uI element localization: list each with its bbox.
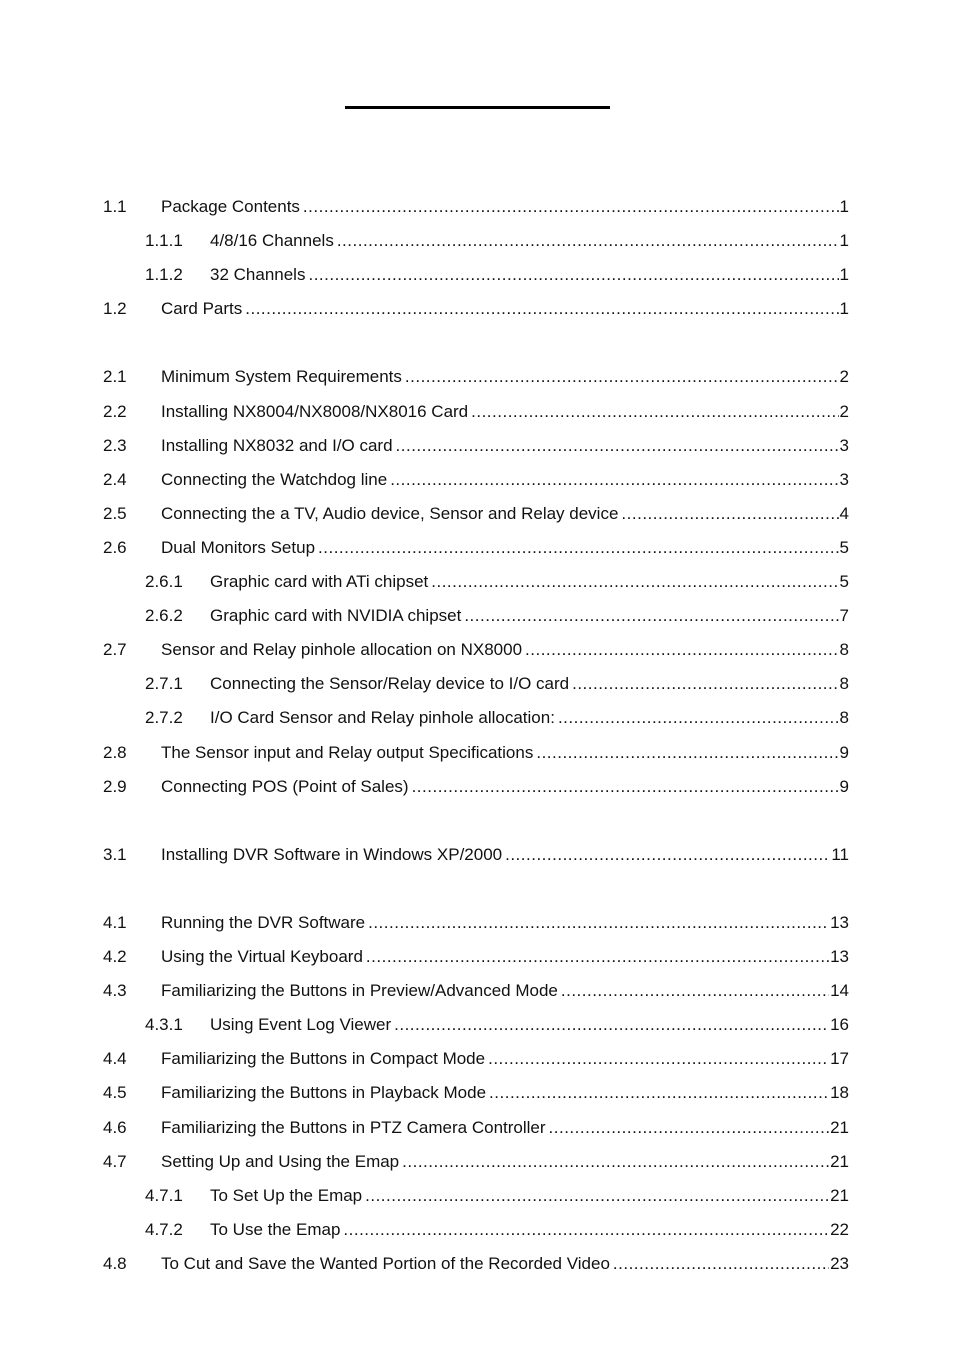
dot-leader bbox=[572, 667, 838, 701]
toc-entry-page-number: 21 bbox=[830, 1185, 849, 1205]
toc-entry-title: Package Contents bbox=[161, 197, 300, 216]
toc-entry-line bbox=[161, 1076, 849, 1110]
toc-entry-page-number: 7 bbox=[839, 606, 849, 626]
dot-leader bbox=[365, 1179, 829, 1213]
toc-entry[interactable] bbox=[0, 633, 954, 667]
dot-leader bbox=[390, 463, 838, 497]
dot-leader bbox=[366, 940, 829, 974]
toc-entry-title: Connecting the Watchdog line bbox=[161, 469, 388, 489]
toc-entry-page-number: 3 bbox=[839, 435, 849, 455]
dot-leader bbox=[343, 1213, 829, 1247]
toc-entry[interactable] bbox=[0, 1076, 954, 1110]
dot-leader bbox=[621, 497, 838, 531]
toc-entry-number: 2.4 bbox=[103, 469, 127, 489]
toc-entry-title: Familiarizing the Buttons in Playback Mode bbox=[161, 1083, 487, 1103]
toc-entry-page-number: 22 bbox=[830, 1219, 849, 1239]
toc-entry-title: The Sensor input and Relay output Specifications bbox=[161, 742, 534, 762]
toc-entry-line bbox=[161, 633, 849, 667]
dot-leader bbox=[303, 190, 839, 224]
dot-leader bbox=[308, 258, 838, 292]
toc-entry-title: Connecting POS (Point of Sales) bbox=[161, 776, 409, 796]
toc-entry-title: Sensor and Relay pinhole allocation on NX8000 bbox=[161, 640, 523, 660]
toc-entry-title: Installing NX8004/NX8008/NX8016 Card bbox=[161, 401, 469, 421]
dot-leader bbox=[405, 360, 839, 394]
dot-leader bbox=[464, 599, 838, 633]
toc-entry-number: 2.1 bbox=[103, 367, 127, 387]
toc-entry[interactable] bbox=[0, 1145, 954, 1179]
toc-entry-title: Minimum System Requirements bbox=[161, 367, 402, 387]
dot-leader bbox=[488, 1042, 829, 1076]
toc-entry-number: 2.5 bbox=[103, 503, 127, 523]
toc-entry-page-number: 8 bbox=[839, 640, 849, 660]
toc-entry-number: 4.5 bbox=[103, 1083, 127, 1103]
section-gap bbox=[0, 326, 954, 360]
toc-entry-number: 4.7 bbox=[103, 1151, 127, 1171]
toc-entry-page-number: 8 bbox=[839, 674, 849, 694]
toc-entry[interactable] bbox=[0, 531, 954, 565]
toc-entry-number: 4.1 bbox=[103, 912, 127, 932]
toc-entry-title: Graphic card with NVIDIA chipset bbox=[210, 606, 462, 626]
toc-subentry[interactable] bbox=[0, 1179, 954, 1213]
toc-subentry[interactable] bbox=[0, 1213, 954, 1247]
toc-entry[interactable] bbox=[0, 906, 954, 940]
toc-entry-page-number: 2 bbox=[839, 367, 849, 387]
toc-entry-line bbox=[161, 906, 849, 940]
toc-entry-line bbox=[161, 463, 849, 497]
toc-entry-page-number: 1 bbox=[839, 197, 849, 216]
toc-entry[interactable] bbox=[0, 838, 954, 872]
toc-entry-title: To Cut and Save the Wanted Portion of the Recorded Video bbox=[161, 1253, 610, 1273]
toc-entry-line bbox=[161, 1247, 849, 1281]
toc-entry-page-number: 18 bbox=[830, 1083, 849, 1103]
toc-entry-number: 2.6.2 bbox=[145, 606, 183, 626]
toc-entry-line bbox=[161, 770, 849, 804]
dot-leader bbox=[402, 1145, 829, 1179]
toc-entry-title: Familiarizing the Buttons in PTZ Camera Controller bbox=[161, 1117, 546, 1137]
toc-entry-line bbox=[161, 838, 849, 872]
toc-entry-number: 4.6 bbox=[103, 1117, 127, 1137]
toc-entry-page-number: 11 bbox=[831, 844, 849, 864]
toc-entry-number: 2.3 bbox=[103, 435, 127, 455]
toc-entry-page-number: 14 bbox=[830, 981, 849, 1001]
dot-leader bbox=[337, 224, 839, 258]
toc-entry-line bbox=[161, 736, 849, 770]
toc-entry[interactable] bbox=[0, 463, 954, 497]
toc-entry-line bbox=[161, 531, 849, 565]
toc-entry-number: 4.2 bbox=[103, 947, 127, 967]
toc-entry[interactable] bbox=[0, 429, 954, 463]
dot-leader bbox=[536, 736, 838, 770]
toc-entry-page-number: 16 bbox=[830, 1015, 849, 1035]
toc-entry-title: 4/8/16 Channels bbox=[210, 231, 334, 251]
dot-leader bbox=[368, 906, 829, 940]
toc-entry-page-number: 1 bbox=[839, 299, 849, 319]
table-of-contents bbox=[0, 190, 954, 1281]
toc-entry-page-number: 21 bbox=[830, 1151, 849, 1171]
toc-entry-title: Installing NX8032 and I/O card bbox=[161, 435, 393, 455]
toc-entry-number: 2.9 bbox=[103, 776, 127, 796]
toc-entry-line bbox=[161, 1042, 849, 1076]
toc-entry-number: 2.7.1 bbox=[145, 674, 183, 694]
toc-entry-line bbox=[210, 1213, 849, 1247]
section-gap bbox=[0, 804, 954, 838]
toc-entry-page-number: 9 bbox=[839, 776, 849, 796]
toc-subentry[interactable] bbox=[0, 667, 954, 701]
toc-entry-line bbox=[210, 565, 849, 599]
toc-entry-number: 2.7.2 bbox=[145, 708, 183, 728]
toc-entry-title: To Use the Emap bbox=[210, 1219, 341, 1239]
toc-entry-number: 1.1.2 bbox=[145, 265, 183, 285]
toc-entry-page-number: 2 bbox=[839, 401, 849, 421]
toc-entry-title: Setting Up and Using the Emap bbox=[161, 1151, 400, 1171]
toc-entry-title: Using the Virtual Keyboard bbox=[161, 947, 363, 967]
toc-entry-line bbox=[210, 1179, 849, 1213]
toc-entry-line bbox=[161, 1145, 849, 1179]
toc-entry-page-number: 1 bbox=[839, 265, 849, 285]
toc-entry-title: Dual Monitors Setup bbox=[161, 537, 316, 557]
toc-entry-number: 3.1 bbox=[103, 844, 127, 864]
toc-entry-line bbox=[161, 190, 849, 224]
toc-entry-page-number: 5 bbox=[839, 537, 849, 557]
toc-entry-line bbox=[210, 224, 849, 258]
toc-entry-page-number: 4 bbox=[839, 503, 849, 523]
toc-entry-title: Connecting the Sensor/Relay device to I/O card bbox=[210, 674, 570, 694]
toc-entry-number: 1.1.1 bbox=[145, 231, 183, 251]
toc-entry-line bbox=[210, 701, 849, 735]
dot-leader bbox=[412, 770, 839, 804]
toc-entry-line bbox=[210, 1008, 849, 1042]
toc-entry[interactable] bbox=[0, 360, 954, 394]
toc-entry-page-number: 23 bbox=[830, 1253, 849, 1273]
toc-entry-number: 2.6.1 bbox=[145, 572, 183, 592]
dot-leader bbox=[489, 1076, 829, 1110]
toc-entry-title: To Set Up the Emap bbox=[210, 1185, 363, 1205]
toc-entry-number: 4.8 bbox=[103, 1253, 127, 1273]
toc-subentry[interactable] bbox=[0, 224, 954, 258]
toc-entry-page-number: 3 bbox=[839, 469, 849, 489]
toc-entry[interactable] bbox=[0, 497, 954, 531]
toc-subentry[interactable] bbox=[0, 701, 954, 735]
toc-entry-number: 4.7.1 bbox=[145, 1185, 183, 1205]
toc-entry-line bbox=[210, 599, 849, 633]
dot-leader bbox=[396, 429, 839, 463]
section-gap bbox=[0, 872, 954, 906]
title-underline bbox=[345, 106, 610, 109]
toc-subentry[interactable] bbox=[0, 599, 954, 633]
toc-entry[interactable] bbox=[0, 974, 954, 1008]
dot-leader bbox=[558, 701, 839, 735]
toc-entry-number: 4.3.1 bbox=[145, 1015, 183, 1035]
toc-entry-page-number: 13 bbox=[830, 947, 849, 967]
toc-entry-title: I/O Card Sensor and Relay pinhole allocation: bbox=[210, 708, 555, 728]
dot-leader bbox=[471, 395, 838, 429]
dot-leader bbox=[394, 1008, 829, 1042]
dot-leader bbox=[561, 974, 829, 1008]
toc-entry-page-number: 5 bbox=[839, 572, 849, 592]
dot-leader bbox=[245, 292, 838, 326]
dot-leader bbox=[613, 1247, 829, 1281]
toc-entry-title: Installing DVR Software in Windows XP/2000 bbox=[161, 844, 503, 864]
dot-leader bbox=[505, 838, 830, 872]
toc-entry-line bbox=[161, 1111, 849, 1145]
toc-entry[interactable] bbox=[0, 395, 954, 429]
toc-entry-number: 1.2 bbox=[103, 299, 127, 319]
toc-entry-title: Familiarizing the Buttons in Compact Mode bbox=[161, 1049, 486, 1069]
toc-entry-line bbox=[161, 292, 849, 326]
toc-entry[interactable] bbox=[0, 770, 954, 804]
toc-entry-title: Familiarizing the Buttons in Preview/Advanced Mode bbox=[161, 981, 558, 1001]
toc-entry-number: 4.7.2 bbox=[145, 1219, 183, 1239]
toc-entry-page-number: 17 bbox=[830, 1049, 849, 1069]
toc-subentry[interactable] bbox=[0, 565, 954, 599]
toc-entry-line bbox=[161, 395, 849, 429]
toc-entry[interactable] bbox=[0, 190, 954, 224]
toc-entry-page-number: 9 bbox=[839, 742, 849, 762]
toc-entry-line bbox=[161, 497, 849, 531]
toc-entry-number: 1.1 bbox=[103, 197, 127, 216]
toc-entry-line bbox=[210, 667, 849, 701]
toc-entry-page-number: 13 bbox=[830, 912, 849, 932]
toc-entry-number: 2.7 bbox=[103, 640, 127, 660]
toc-subentry[interactable] bbox=[0, 1008, 954, 1042]
dot-leader bbox=[525, 633, 839, 667]
toc-subentry[interactable] bbox=[0, 258, 954, 292]
toc-entry[interactable] bbox=[0, 736, 954, 770]
toc-entry-line bbox=[161, 360, 849, 394]
dot-leader bbox=[431, 565, 838, 599]
toc-entry[interactable] bbox=[0, 1042, 954, 1076]
toc-entry-page-number: 1 bbox=[839, 231, 849, 251]
toc-entry-number: 4.3 bbox=[103, 981, 127, 1001]
toc-entry[interactable] bbox=[0, 292, 954, 326]
toc-entry[interactable] bbox=[0, 940, 954, 974]
dot-leader bbox=[549, 1111, 830, 1145]
toc-entry-title: Card Parts bbox=[161, 299, 243, 319]
toc-entry-line bbox=[161, 940, 849, 974]
toc-entry-number: 2.2 bbox=[103, 401, 127, 421]
toc-entry-title: Running the DVR Software bbox=[161, 912, 366, 932]
toc-entry-title: Connecting the a TV, Audio device, Sensor and Relay device bbox=[161, 503, 619, 523]
toc-entry-number: 2.6 bbox=[103, 537, 127, 557]
toc-entry-page-number: 8 bbox=[839, 708, 849, 728]
toc-entry[interactable] bbox=[0, 1247, 954, 1281]
toc-entry-line bbox=[161, 974, 849, 1008]
toc-entry-title: 32 Channels bbox=[210, 265, 306, 285]
toc-entry-title: Graphic card with ATi chipset bbox=[210, 572, 429, 592]
toc-entry-number: 2.8 bbox=[103, 742, 127, 762]
toc-entry-title: Using Event Log Viewer bbox=[210, 1015, 392, 1035]
toc-entry-line bbox=[161, 429, 849, 463]
toc-entry-number: 4.4 bbox=[103, 1049, 127, 1069]
toc-entry[interactable] bbox=[0, 1111, 954, 1145]
toc-entry-page-number: 21 bbox=[830, 1117, 849, 1137]
toc-entry-line bbox=[210, 258, 849, 292]
dot-leader bbox=[318, 531, 839, 565]
